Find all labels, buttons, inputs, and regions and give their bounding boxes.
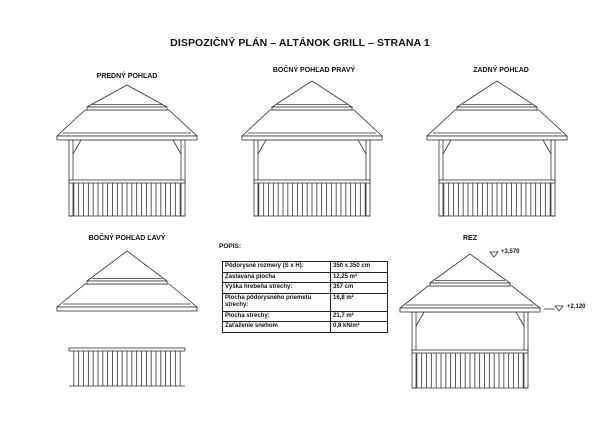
- spec-value: 350 x 350 cm: [331, 262, 388, 273]
- roof-fascia: [400, 308, 540, 312]
- table-row: [223, 322, 388, 333]
- upper-roof: [87, 251, 167, 281]
- label-section-view: REZ: [463, 235, 477, 242]
- post: [254, 140, 258, 216]
- elevation-eave-label: +2,120: [567, 304, 586, 310]
- post: [551, 140, 555, 216]
- brace: [543, 140, 551, 154]
- table-row: [223, 262, 388, 273]
- spec-value: 357 cm: [331, 283, 388, 294]
- lower-roof: [57, 284, 197, 307]
- label-front-view: PREDNÝ POHĽAD: [96, 73, 158, 80]
- upper-roof-fascia: [87, 107, 167, 110]
- elevation-marker-top: [490, 252, 498, 257]
- spec-label: Zastavaná plocha: [223, 272, 331, 283]
- table-row: [223, 311, 388, 322]
- spec-label: Výška hrebeňa strechy:: [223, 283, 331, 294]
- gazebo-back-view: [427, 81, 567, 216]
- brace: [173, 140, 181, 154]
- spec-value: 16,8 m²: [331, 293, 388, 311]
- spec-value: 21,7 m²: [331, 311, 388, 322]
- upper-roof: [430, 254, 510, 283]
- table-row: [223, 283, 388, 294]
- spec-label: Pôdorysné rozmery (S x H):: [223, 262, 331, 273]
- brace: [258, 140, 266, 154]
- elevation-marker-eave: [555, 306, 563, 311]
- post: [439, 140, 443, 216]
- table-row: [223, 272, 388, 283]
- railing-top: [439, 180, 555, 183]
- upper-roof: [272, 81, 352, 107]
- gazebo-side-left-view: [57, 251, 197, 386]
- lower-roof: [427, 110, 567, 136]
- spec-label: Plocha pôdorysného priemetu strechy:: [223, 293, 331, 311]
- page-title: DISPOZIČNÝ PLÁN – ALTÁNOK GRILL – STRANA 1: [170, 37, 430, 49]
- spec-value: 12,25 m²: [331, 272, 388, 283]
- post: [181, 140, 185, 216]
- post: [366, 140, 370, 216]
- upper-roof: [87, 85, 167, 107]
- lower-roof: [57, 110, 197, 136]
- upper-roof-fascia: [430, 283, 510, 286]
- railing-top: [254, 180, 370, 183]
- post: [69, 140, 73, 216]
- brace: [516, 312, 524, 326]
- brace: [73, 140, 81, 154]
- railing-top: [69, 180, 185, 183]
- gazebo-side-right-view: [242, 81, 382, 216]
- label-back-view: ZADNÝ POHĽAD: [473, 67, 529, 74]
- spec-label: Plocha strechy:: [223, 311, 331, 322]
- specs-table: [222, 261, 388, 333]
- roof-fascia: [57, 136, 197, 140]
- gazebo-front-view: [57, 85, 197, 216]
- description-label: POPIS:: [219, 243, 242, 250]
- spec-label: Zaťaženie snehom: [223, 322, 331, 333]
- lower-roof: [242, 110, 382, 136]
- railing-top: [69, 348, 185, 351]
- label-side-left-view: BOČNÝ POHĽAD ĽAVÝ: [88, 235, 166, 242]
- railing-top: [412, 350, 528, 353]
- upper-roof-fascia: [272, 107, 352, 110]
- brace: [358, 140, 366, 154]
- brace: [416, 312, 424, 326]
- upper-roof-fascia: [87, 281, 167, 284]
- spec-value: 0,8 kN/m²: [331, 322, 388, 333]
- brace: [443, 140, 451, 154]
- gazebo-section-view: [400, 252, 563, 388]
- roof-fascia: [242, 136, 382, 140]
- label-side-right-view: BOČNÝ POHĽAD PRAVÝ: [272, 67, 356, 74]
- upper-roof: [457, 81, 537, 107]
- elevation-top-label: +3,570: [501, 249, 520, 255]
- upper-roof-fascia: [457, 107, 537, 110]
- roof-fascia: [57, 307, 197, 311]
- table-row: [223, 293, 388, 311]
- roof-fascia: [427, 136, 567, 140]
